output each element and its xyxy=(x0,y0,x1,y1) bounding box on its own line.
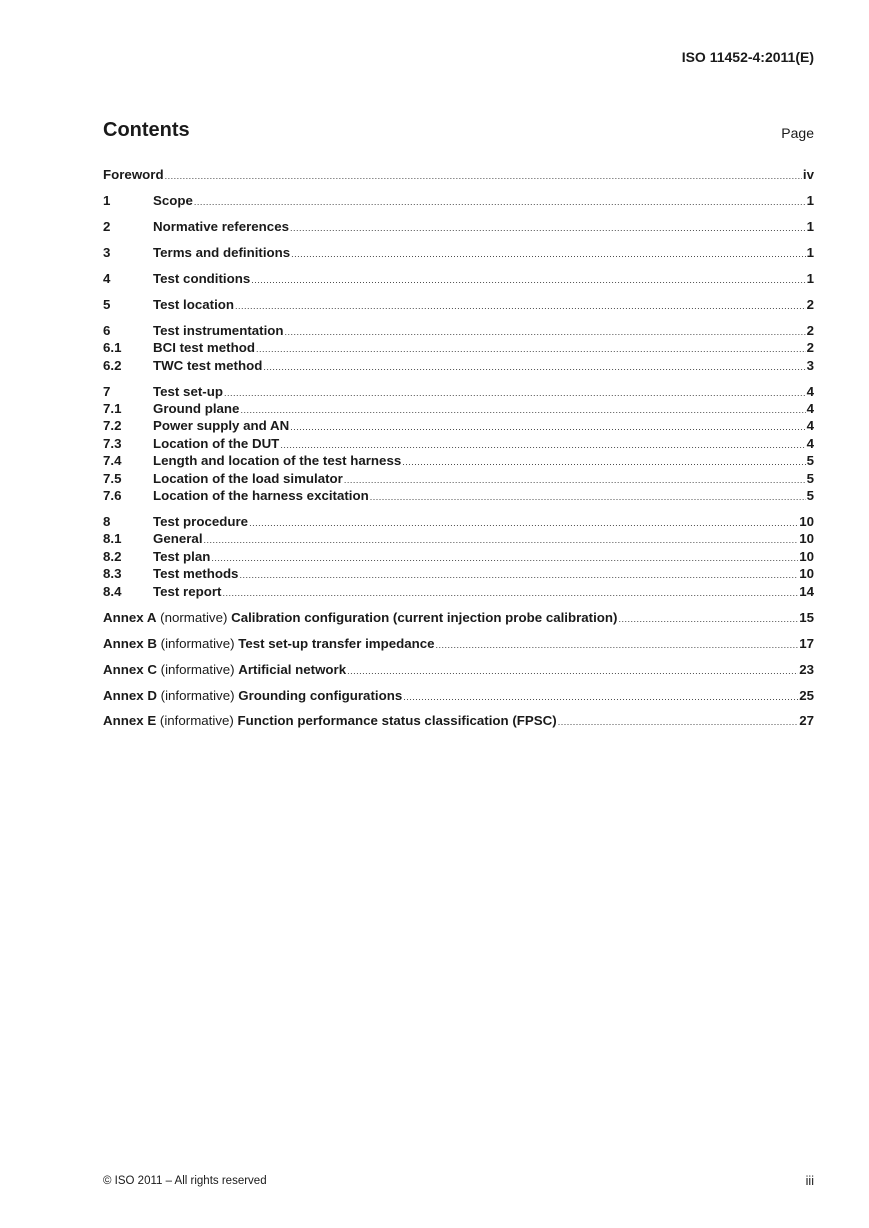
leader-dots xyxy=(263,362,805,372)
toc-entry-number: 7.6 xyxy=(103,488,122,504)
toc-entry[interactable] xyxy=(103,297,814,314)
toc-entry-title: Test plan xyxy=(153,548,211,564)
annex-title: Grounding configurations xyxy=(238,687,403,703)
page-column-label: Page xyxy=(781,125,814,141)
toc-entry[interactable] xyxy=(103,514,814,531)
toc-entry-page: 1 xyxy=(806,192,814,208)
annex-type: (informative) xyxy=(160,661,235,677)
toc-entry[interactable] xyxy=(103,453,814,470)
toc-entry[interactable] xyxy=(103,219,814,236)
leader-dots xyxy=(251,275,805,285)
annex-page: 27 xyxy=(799,713,814,729)
contents-heading: Contents xyxy=(103,119,190,141)
annex-page: 25 xyxy=(799,687,814,703)
leader-dots xyxy=(285,327,806,337)
toc-entry-page: 10 xyxy=(799,548,814,564)
toc-entry-title: Foreword xyxy=(103,167,164,182)
toc-entry-title: Terms and definitions xyxy=(153,244,291,260)
toc-entry-number: 7.2 xyxy=(103,418,122,434)
toc-entry-title: Test set-up xyxy=(153,383,223,399)
toc-entry[interactable] xyxy=(103,358,814,375)
leader-dots xyxy=(347,666,798,676)
toc-entry-number: 7.5 xyxy=(103,470,122,486)
toc-entry-page: 3 xyxy=(806,357,814,373)
toc-entry-page: 5 xyxy=(806,470,814,486)
leader-dots xyxy=(436,640,799,650)
toc-entry-title: Test conditions xyxy=(153,270,251,286)
toc-entry-number: 6.2 xyxy=(103,357,122,373)
toc-entry-page: 4 xyxy=(806,418,814,434)
toc-entry-number: 7 xyxy=(103,383,111,399)
toc-entry[interactable] xyxy=(103,401,814,418)
toc-entry-number: 6 xyxy=(103,322,111,338)
toc-entry[interactable] xyxy=(103,323,814,340)
toc-entry-number: 4 xyxy=(103,270,111,286)
toc-entry[interactable] xyxy=(103,193,814,210)
toc-entry[interactable] xyxy=(103,384,814,401)
toc-entry-title: TWC test method xyxy=(153,357,263,373)
toc-entry[interactable] xyxy=(103,245,814,262)
annex-type: (informative) xyxy=(160,687,235,703)
toc-entry-title: Power supply and AN xyxy=(153,418,290,434)
toc-entry-page: 1 xyxy=(806,218,814,234)
toc-entry-page: 1 xyxy=(806,270,814,286)
toc-entry-page: 10 xyxy=(799,566,814,582)
toc-entry-foreword[interactable] xyxy=(103,167,814,184)
toc-entry[interactable] xyxy=(103,549,814,566)
toc-entry-number: 6.1 xyxy=(103,340,122,356)
leader-dots xyxy=(211,553,798,563)
annex-title: Artificial network xyxy=(238,661,347,677)
toc-entry[interactable] xyxy=(103,471,814,488)
toc-entry-title: Scope xyxy=(153,192,193,208)
toc-entry-title: Length and location of the test harness xyxy=(153,453,402,469)
toc-entry-number: 7.1 xyxy=(103,401,122,417)
toc-entry-title: Test instrumentation xyxy=(153,322,284,338)
leader-dots xyxy=(194,197,806,207)
annex-type: (informative) xyxy=(159,713,234,729)
leader-dots xyxy=(618,614,798,624)
toc-entry-page: 4 xyxy=(806,401,814,417)
toc-entry-title: Location of the load simulator xyxy=(153,470,343,486)
toc-entry-title: Test methods xyxy=(153,566,239,582)
toc-entry-page: 2 xyxy=(806,322,814,338)
toc-entry-number: 8.3 xyxy=(103,566,122,582)
toc-entry-title: Test location xyxy=(153,296,235,312)
table-of-contents xyxy=(103,167,814,731)
toc-entry-title: Normative references xyxy=(153,218,289,234)
toc-entry-number: 8 xyxy=(103,514,111,529)
annex-label: Annex E xyxy=(103,713,157,729)
toc-entry-page: iv xyxy=(802,167,814,182)
toc-entry-number: 8.4 xyxy=(103,583,122,599)
toc-entry-page: 10 xyxy=(799,531,814,547)
leader-dots xyxy=(344,475,806,485)
leader-dots xyxy=(165,171,802,181)
toc-entry[interactable] xyxy=(103,584,814,601)
toc-entry[interactable] xyxy=(103,531,814,548)
toc-entry[interactable] xyxy=(103,340,814,357)
annex-page: 15 xyxy=(799,609,814,625)
annex-page: 23 xyxy=(799,661,814,677)
toc-entry-number: 1 xyxy=(103,192,111,208)
leader-dots xyxy=(224,388,806,398)
toc-entry-page: 5 xyxy=(806,453,814,469)
toc-entry[interactable] xyxy=(103,488,814,505)
toc-entry-number: 5 xyxy=(103,296,111,312)
toc-entry-title: Test report xyxy=(153,583,222,599)
toc-entry-number: 7.4 xyxy=(103,453,122,469)
leader-dots xyxy=(290,223,806,233)
toc-annex-entry[interactable] xyxy=(103,636,814,653)
annex-title: Function performance status classification (FPSC) xyxy=(237,713,557,729)
annex-label: Annex D xyxy=(103,687,157,703)
toc-entry-title: Location of the DUT xyxy=(153,435,280,451)
annex-label: Annex C xyxy=(103,661,157,677)
toc-entry-number: 8.2 xyxy=(103,548,122,564)
document-id: ISO 11452-4:2011(E) xyxy=(681,49,814,65)
toc-annex-entry[interactable] xyxy=(103,662,814,679)
toc-entry-title: Ground plane xyxy=(153,401,240,417)
toc-entry-page: 4 xyxy=(806,383,814,399)
toc-entry-title: Test procedure xyxy=(153,514,249,529)
annex-label: Annex A xyxy=(103,609,157,625)
leader-dots xyxy=(240,405,805,415)
leader-dots xyxy=(280,440,805,450)
annex-label: Annex B xyxy=(103,635,157,651)
toc-entry-number: 8.1 xyxy=(103,531,122,547)
leader-dots xyxy=(249,518,798,528)
toc-entry-page: 2 xyxy=(806,296,814,312)
toc-entry-number: 3 xyxy=(103,244,111,260)
toc-entry-page: 10 xyxy=(799,514,814,529)
toc-entry-number: 7.3 xyxy=(103,435,122,451)
leader-dots xyxy=(290,422,805,432)
leader-dots xyxy=(370,492,806,502)
leader-dots xyxy=(403,692,798,702)
copyright-notice: © ISO 2011 – All rights reserved xyxy=(103,1175,267,1187)
toc-entry[interactable] xyxy=(103,566,814,583)
leader-dots xyxy=(558,717,799,727)
toc-entry-page: 1 xyxy=(806,244,814,260)
leader-dots xyxy=(239,570,798,580)
leader-dots xyxy=(235,301,806,311)
toc-entry-title: General xyxy=(153,531,203,547)
leader-dots xyxy=(256,344,806,354)
leader-dots xyxy=(204,535,799,545)
leader-dots xyxy=(291,249,805,259)
toc-entry[interactable] xyxy=(103,271,814,288)
annex-page: 17 xyxy=(799,635,814,651)
annex-title: Test set-up transfer impedance xyxy=(238,635,435,651)
leader-dots xyxy=(402,457,805,467)
annex-title: Calibration configuration (current injection probe calibration) xyxy=(231,609,618,625)
toc-entry-number: 2 xyxy=(103,218,111,234)
toc-annex-entry[interactable] xyxy=(103,688,814,705)
toc-entry-page: 2 xyxy=(806,340,814,356)
toc-annex-entry[interactable] xyxy=(103,713,814,730)
toc-entry[interactable] xyxy=(103,418,814,435)
toc-entry-page: 5 xyxy=(806,488,814,504)
toc-entry-page: 14 xyxy=(799,583,814,599)
toc-entry-title: BCI test method xyxy=(153,340,255,356)
toc-entry-page: 4 xyxy=(806,435,814,451)
page-number: iii xyxy=(805,1174,814,1188)
leader-dots xyxy=(222,588,798,598)
annex-type: (normative) xyxy=(160,609,228,625)
toc-annex-entry[interactable] xyxy=(103,610,814,627)
toc-entry-title: Location of the harness excitation xyxy=(153,488,369,504)
annex-type: (informative) xyxy=(160,635,235,651)
toc-entry[interactable] xyxy=(103,436,814,453)
